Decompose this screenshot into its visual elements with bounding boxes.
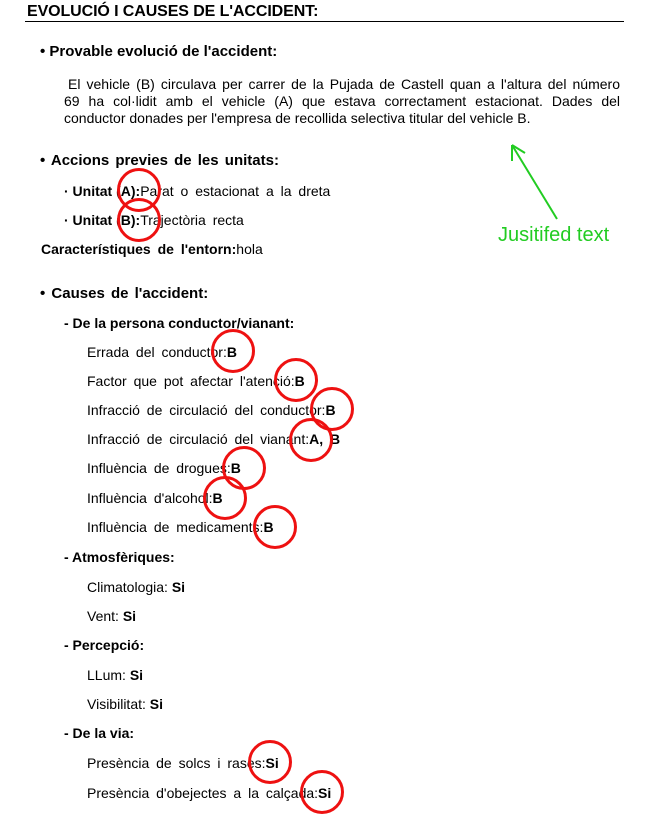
group-title-road: - De la via: (64, 725, 135, 741)
highlight-circle (203, 476, 247, 520)
cause-value: B (230, 460, 241, 476)
cause-item (87, 460, 241, 476)
cause-item (87, 696, 163, 712)
paragraph-line: 69 ha col·lidit amb el vehicle (A) que estava correctament estacionat. Dades del (64, 93, 620, 109)
cause-item (87, 608, 136, 624)
cause-value: Si (129, 667, 144, 683)
highlight-circle (117, 198, 161, 242)
environment-row (41, 241, 263, 257)
evolution-heading: • Provable evolució de l'accident: (40, 43, 278, 60)
group-title-person: - De la persona conductor/vianant: (64, 315, 295, 331)
cause-value: Si (265, 755, 279, 771)
page-title: EVOLUCIÓ I CAUSES DE L'ACCIDENT: (27, 3, 319, 20)
cause-value: Si (122, 608, 137, 624)
cause-value: Si (149, 696, 164, 712)
unit-a-label: · Unitat (A): (64, 183, 141, 199)
highlight-circle (248, 740, 292, 784)
cause-value: B (294, 373, 305, 389)
title-underline (25, 21, 624, 22)
environment-label: Característiques de l'entorn: (41, 241, 237, 257)
cause-label: Influència de drogues: (87, 460, 231, 476)
cause-value: A, B (309, 431, 341, 447)
cause-label: Influència d'alcohol: (87, 490, 213, 506)
cause-label: Infracció de circulació del vianant: (87, 431, 310, 447)
unit-a-value: Parat o estacionat a la dreta (140, 183, 331, 199)
cause-label: Presència de solcs i rases: (87, 755, 266, 771)
cause-value: Si (171, 579, 186, 595)
cause-label: Climatologia: (87, 579, 168, 595)
cause-label: Infracció de circulació del conductor: (87, 402, 326, 418)
cause-item (87, 373, 305, 389)
highlight-circle (253, 505, 297, 549)
cause-item (87, 579, 185, 595)
annotation-text: Jusitifed text (498, 224, 610, 246)
actions-heading: • Accions previes de les unitats: (40, 152, 279, 169)
cause-value: B (263, 519, 274, 535)
cause-item (87, 667, 143, 683)
cause-value: B (212, 490, 223, 506)
highlight-circle (300, 770, 344, 814)
cause-item (87, 785, 331, 801)
highlight-circle (274, 358, 318, 402)
cause-label: Visibilitat: (87, 696, 146, 712)
paragraph-line: El vehicle (B) circulava per carrer de la Pujada de Castell quan a l'altura del número (68, 76, 620, 92)
cause-label: Influència de medicaments: (87, 519, 264, 535)
cause-item (87, 402, 336, 418)
unit-b-label: · Unitat (B): (64, 212, 141, 228)
cause-label: Presència d'obejectes a la calçada: (87, 785, 319, 801)
group-title-weather: - Atmosfèriques: (64, 549, 175, 565)
unit-a-row (64, 183, 330, 199)
causes-heading: • Causes de l'accident: (40, 285, 209, 302)
highlight-circle (289, 418, 333, 462)
environment-value: hola (236, 241, 263, 257)
evolution-paragraph (64, 76, 620, 127)
cause-value: B (325, 402, 336, 418)
annotation-arrow (500, 135, 570, 227)
unit-b-value: Trajectòria recta (140, 212, 244, 228)
group-title-perception: - Percepció: (64, 637, 145, 653)
cause-label: Errada del conductor: (87, 344, 227, 360)
highlight-circle (211, 329, 255, 373)
cause-value: Si (318, 785, 332, 801)
cause-label: LLum: (87, 667, 126, 683)
cause-label: Vent: (87, 608, 119, 624)
cause-label: Factor que pot afectar l'atenció: (87, 373, 295, 389)
cause-item (87, 519, 274, 535)
cause-value: B (226, 344, 237, 360)
paragraph-line: conductor donades per l'empresa de recollida selectiva titular del vehicle B. (64, 110, 531, 126)
